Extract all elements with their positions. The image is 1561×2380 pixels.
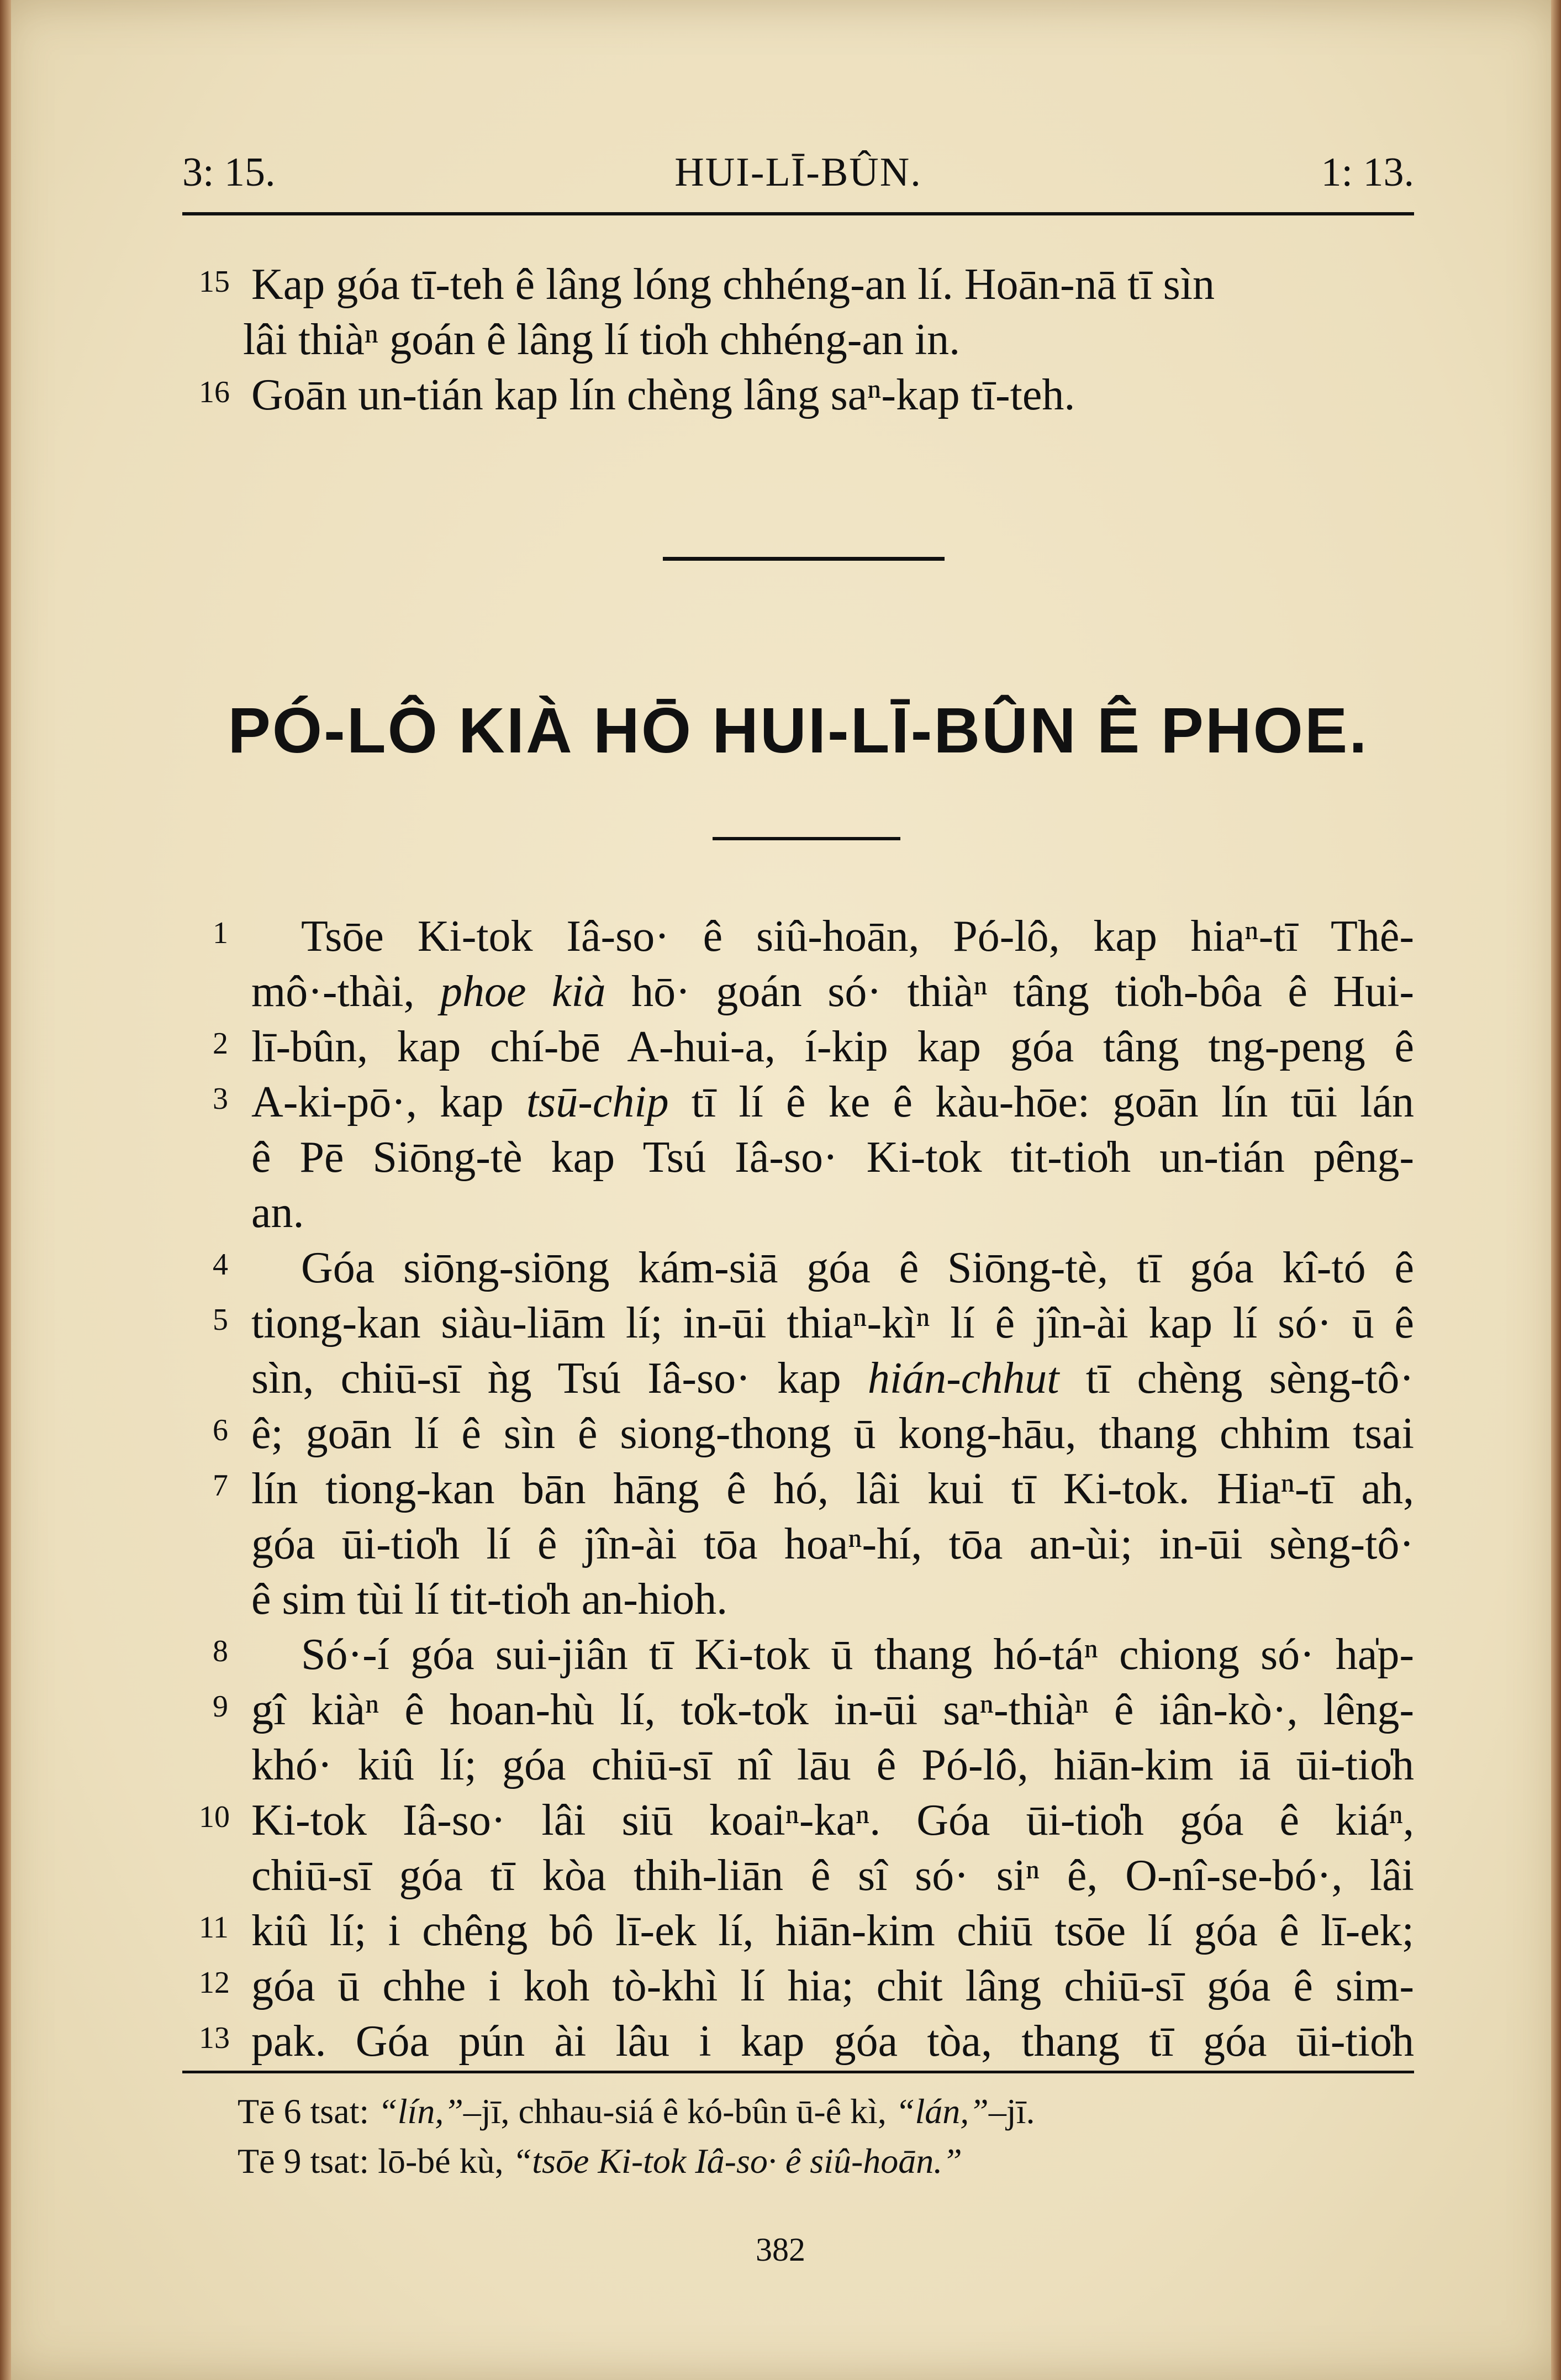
text-line: chiū-sī góa tī kòa thih-liān ê sî só· siⁿ ê, O-nî-se-bó·, lâi xyxy=(251,1851,1414,1900)
text-line: lâi thiàⁿ goán ê lâng lí tio̍h chhéng-an in. xyxy=(243,315,961,364)
running-head xyxy=(182,149,1414,199)
text-line: pak. Góa pún ài lâu i kap góa tòa, thang tī góa ūi-tio̍h xyxy=(251,2017,1414,2066)
text-line: Goān un-tián kap lín chèng lâng saⁿ-kap tī-teh. xyxy=(251,371,1075,419)
text-line: Kap góa tī-teh ê lâng lóng chhéng-an lí. Hoān-nā tī sìn xyxy=(251,260,1215,309)
verse-number: 13 xyxy=(199,2021,230,2055)
verse-number: 8 xyxy=(213,1634,228,1668)
text-line: Tsōe Ki-tok Iâ-so· ê siû-hoān, Pó-lô, kap hiaⁿ-tī Thê- xyxy=(301,912,1414,961)
text-line: góa ū chhe i koh tò-khì lí hia; chit lâng chiū-sī góa ê sim- xyxy=(251,1962,1414,2010)
text-line: gî kiàⁿ ê hoan-hù lí, to̍k-to̍k in-ūi saⁿ-thiàⁿ ê iân-kò·, lêng- xyxy=(251,1686,1414,1734)
page-number: 382 xyxy=(756,2231,805,2268)
text-line: Só·-í góa sui-jiân tī Ki-tok ū thang hó-táⁿ chiong só· ha̍p- xyxy=(301,1630,1414,1679)
page-edge-right xyxy=(1551,0,1561,2380)
verse-number: 4 xyxy=(213,1247,228,1282)
italic-phrase: phoe kià xyxy=(440,967,606,1016)
text-line: tiong-kan siàu-liām lí; in-ūi thiaⁿ-kìⁿ lí ê jîn-ài kap lí só· ū ê xyxy=(251,1299,1414,1347)
text-line: góa ūi-tio̍h lí ê jîn-ài tōa hoaⁿ-hí, tōa an-ùi; in-ūi sèng-tô· xyxy=(251,1520,1414,1568)
footnote-rule xyxy=(182,2071,1414,2073)
text-line: khó· kiû lí; góa chiū-sī nî lāu ê Pó-lô, hiān-kim iā ūi-tio̍h xyxy=(251,1741,1414,1789)
text-line: an. xyxy=(251,1188,304,1237)
text-line: Góa siōng-siōng kám-siā góa ê Siōng-tè, tī góa kî-tó ê xyxy=(301,1244,1414,1292)
running-head-right: 1: 13. xyxy=(1321,150,1414,195)
header-rule xyxy=(182,212,1414,215)
verse-number: 10 xyxy=(199,1800,230,1834)
verse-number: 9 xyxy=(213,1689,228,1724)
page-edge-left xyxy=(0,0,11,2380)
verse-number: 12 xyxy=(199,1966,230,2000)
section-divider xyxy=(663,557,945,561)
text-line: mô·-thài, phoe kià hō· goán só· thiàⁿ tâng tio̍h-bôa ê Hui- xyxy=(251,967,1415,1016)
text-line: ê sim tùi lí tit-tio̍h an-hioh. xyxy=(251,1575,728,1624)
verse-number: 7 xyxy=(213,1468,228,1503)
verse-number: 3 xyxy=(213,1082,228,1116)
text-line: sìn, chiū-sī ǹg Tsú Iâ-so· kap hián-chhut tī chèng sèng-tô· xyxy=(251,1354,1414,1403)
italic-phrase: hián-chhut xyxy=(867,1354,1059,1403)
text-line: ê Pē Siōng-tè kap Tsú Iâ-so· Ki-tok tit-tio̍h un-tián pêng- xyxy=(251,1133,1414,1182)
text-line: kiû lí; i chêng bô lī-ek lí, hiān-kim chiū tsōe lí góa ê lī-ek; xyxy=(251,1907,1414,1955)
text-line: ê; goān lí ê sìn ê siong-thong ū kong-hāu, thang chhim tsai xyxy=(251,1409,1414,1458)
text-line: Ki-tok Iâ-so· lâi siū koaiⁿ-kaⁿ. Góa ūi-tio̍h góa ê kiáⁿ, xyxy=(251,1796,1414,1845)
title-divider xyxy=(713,837,900,840)
running-head-left: 3: 15. xyxy=(182,150,276,195)
verse-number: 15 xyxy=(199,265,230,299)
text-line: lín tiong-kan bān hāng ê hó, lâi kui tī Ki-tok. Hiaⁿ-tī ah, xyxy=(251,1465,1414,1513)
verse-number: 5 xyxy=(213,1303,228,1337)
footnote: Tē 6 tsat: “lín,”–jī, chhau-siá ê kó-bûn ū-ê kì, “lán,”–jī. xyxy=(238,2092,1035,2131)
italic-phrase: tsū-chip xyxy=(526,1078,669,1126)
footnote: Tē 9 tsat: lō-bé kù, “tsōe Ki-tok Iâ-so· ê siû-hoān.” xyxy=(238,2141,962,2181)
verse-number: 2 xyxy=(213,1026,228,1061)
verse-number: 11 xyxy=(199,1910,229,1945)
text-line: A-ki-pō·, kap tsū-chip tī lí ê ke ê kàu-hōe: goān lín tūi lán xyxy=(251,1078,1414,1126)
verse-number: 6 xyxy=(213,1413,228,1447)
running-head-title: HUI-LĪ-BÛN. xyxy=(674,150,922,195)
epistle-title: PÓ-LÔ KIÀ HŌ HUI-LĪ-BÛN Ê PHOE. xyxy=(228,694,1369,766)
verse-number: 16 xyxy=(199,375,230,409)
text-line: lī-bûn, kap chí-bē A-hui-a, í-kip kap góa tâng tng-peng ê xyxy=(251,1023,1414,1071)
verse-number: 1 xyxy=(213,916,228,950)
